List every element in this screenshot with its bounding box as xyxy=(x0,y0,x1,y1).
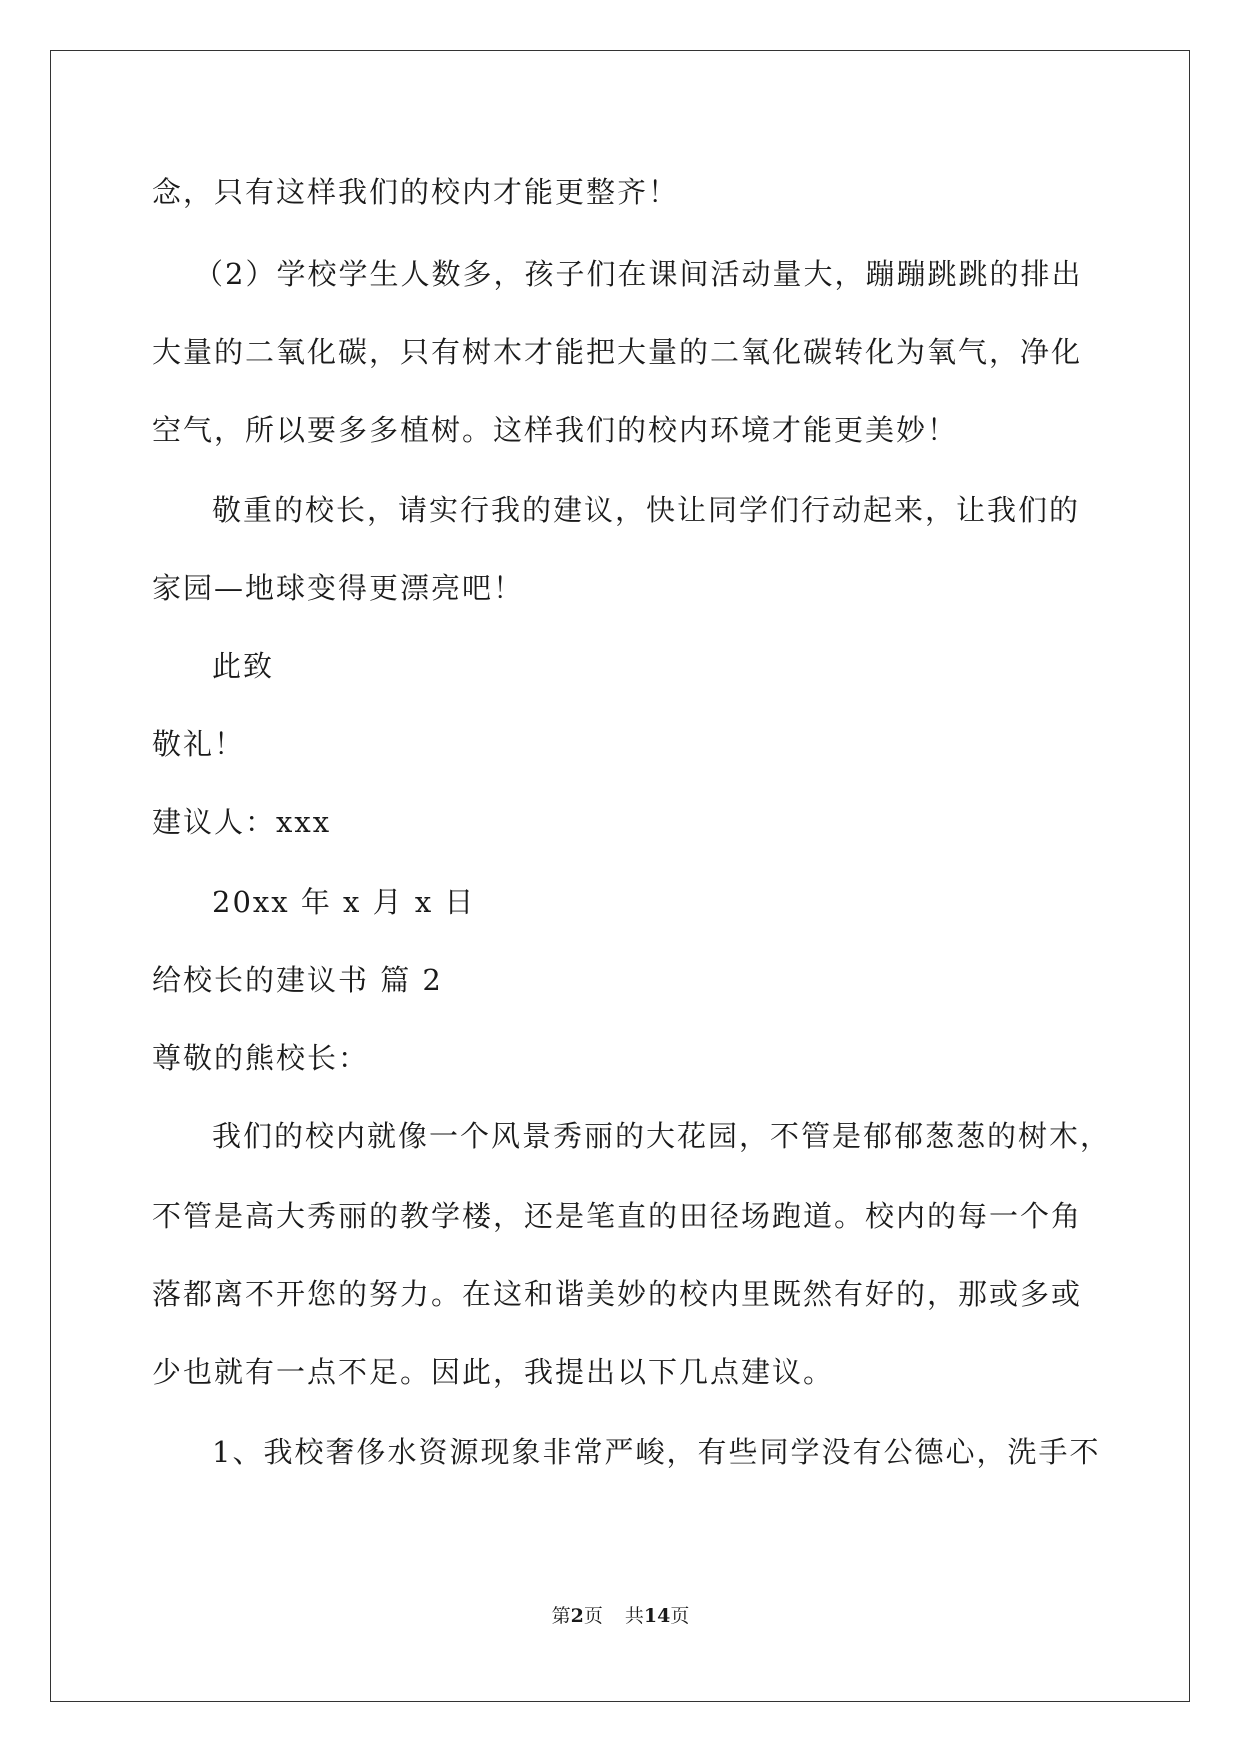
text-line: 不管是高大秀丽的教学楼，还是笔直的田径场跑道。校内的每一个角 xyxy=(152,1199,1083,1233)
text-line: 落都离不开您的努力。在这和谐美妙的校内里既然有好的，那或多或 xyxy=(152,1277,1083,1311)
text-line: 念，只有这样我们的校内才能更整齐！ xyxy=(152,175,680,209)
total-pages: 14 xyxy=(643,1605,671,1627)
closing-regards: 敬礼！ xyxy=(152,727,246,761)
page-suffix: 页 xyxy=(583,1605,603,1627)
text-line: 少也就有一点不足。因此，我提出以下几点建议。 xyxy=(152,1355,835,1389)
closing-salutation: 此致 xyxy=(212,649,275,683)
date-line: 20xx 年 x 月 x 日 xyxy=(212,885,476,919)
page-number: 2 xyxy=(570,1605,584,1627)
text-line: 大量的二氧化碳，只有树木才能把大量的二氧化碳转化为氧气，净化 xyxy=(152,335,1083,369)
page-prefix: 第 xyxy=(551,1605,571,1627)
signature-line: 建议人：xxx xyxy=(152,805,332,839)
text-line: 敬重的校长，请实行我的建议，快让同学们行动起来，让我们的 xyxy=(212,493,1081,527)
text-line: 1、我校奢侈水资源现象非常严峻，有些同学没有公德心，洗手不 xyxy=(212,1435,1101,1469)
text-line: 我们的校内就像一个风景秀丽的大花园，不管是郁郁葱葱的树木， xyxy=(212,1119,1112,1153)
page-footer xyxy=(0,1604,1241,1628)
total-suffix: 页 xyxy=(670,1605,690,1627)
section-heading: 给校长的建议书 篇 2 xyxy=(152,963,443,997)
total-prefix: 共 xyxy=(624,1605,644,1627)
text-line: 家园—地球变得更漂亮吧！ xyxy=(152,571,525,605)
text-line: （2）学校学生人数多，孩子们在课间活动量大，蹦蹦跳跳的排出 xyxy=(194,257,1083,291)
greeting-line: 尊敬的熊校长： xyxy=(152,1041,370,1075)
text-line: 空气，所以要多多植树。这样我们的校内环境才能更美妙！ xyxy=(152,413,959,447)
